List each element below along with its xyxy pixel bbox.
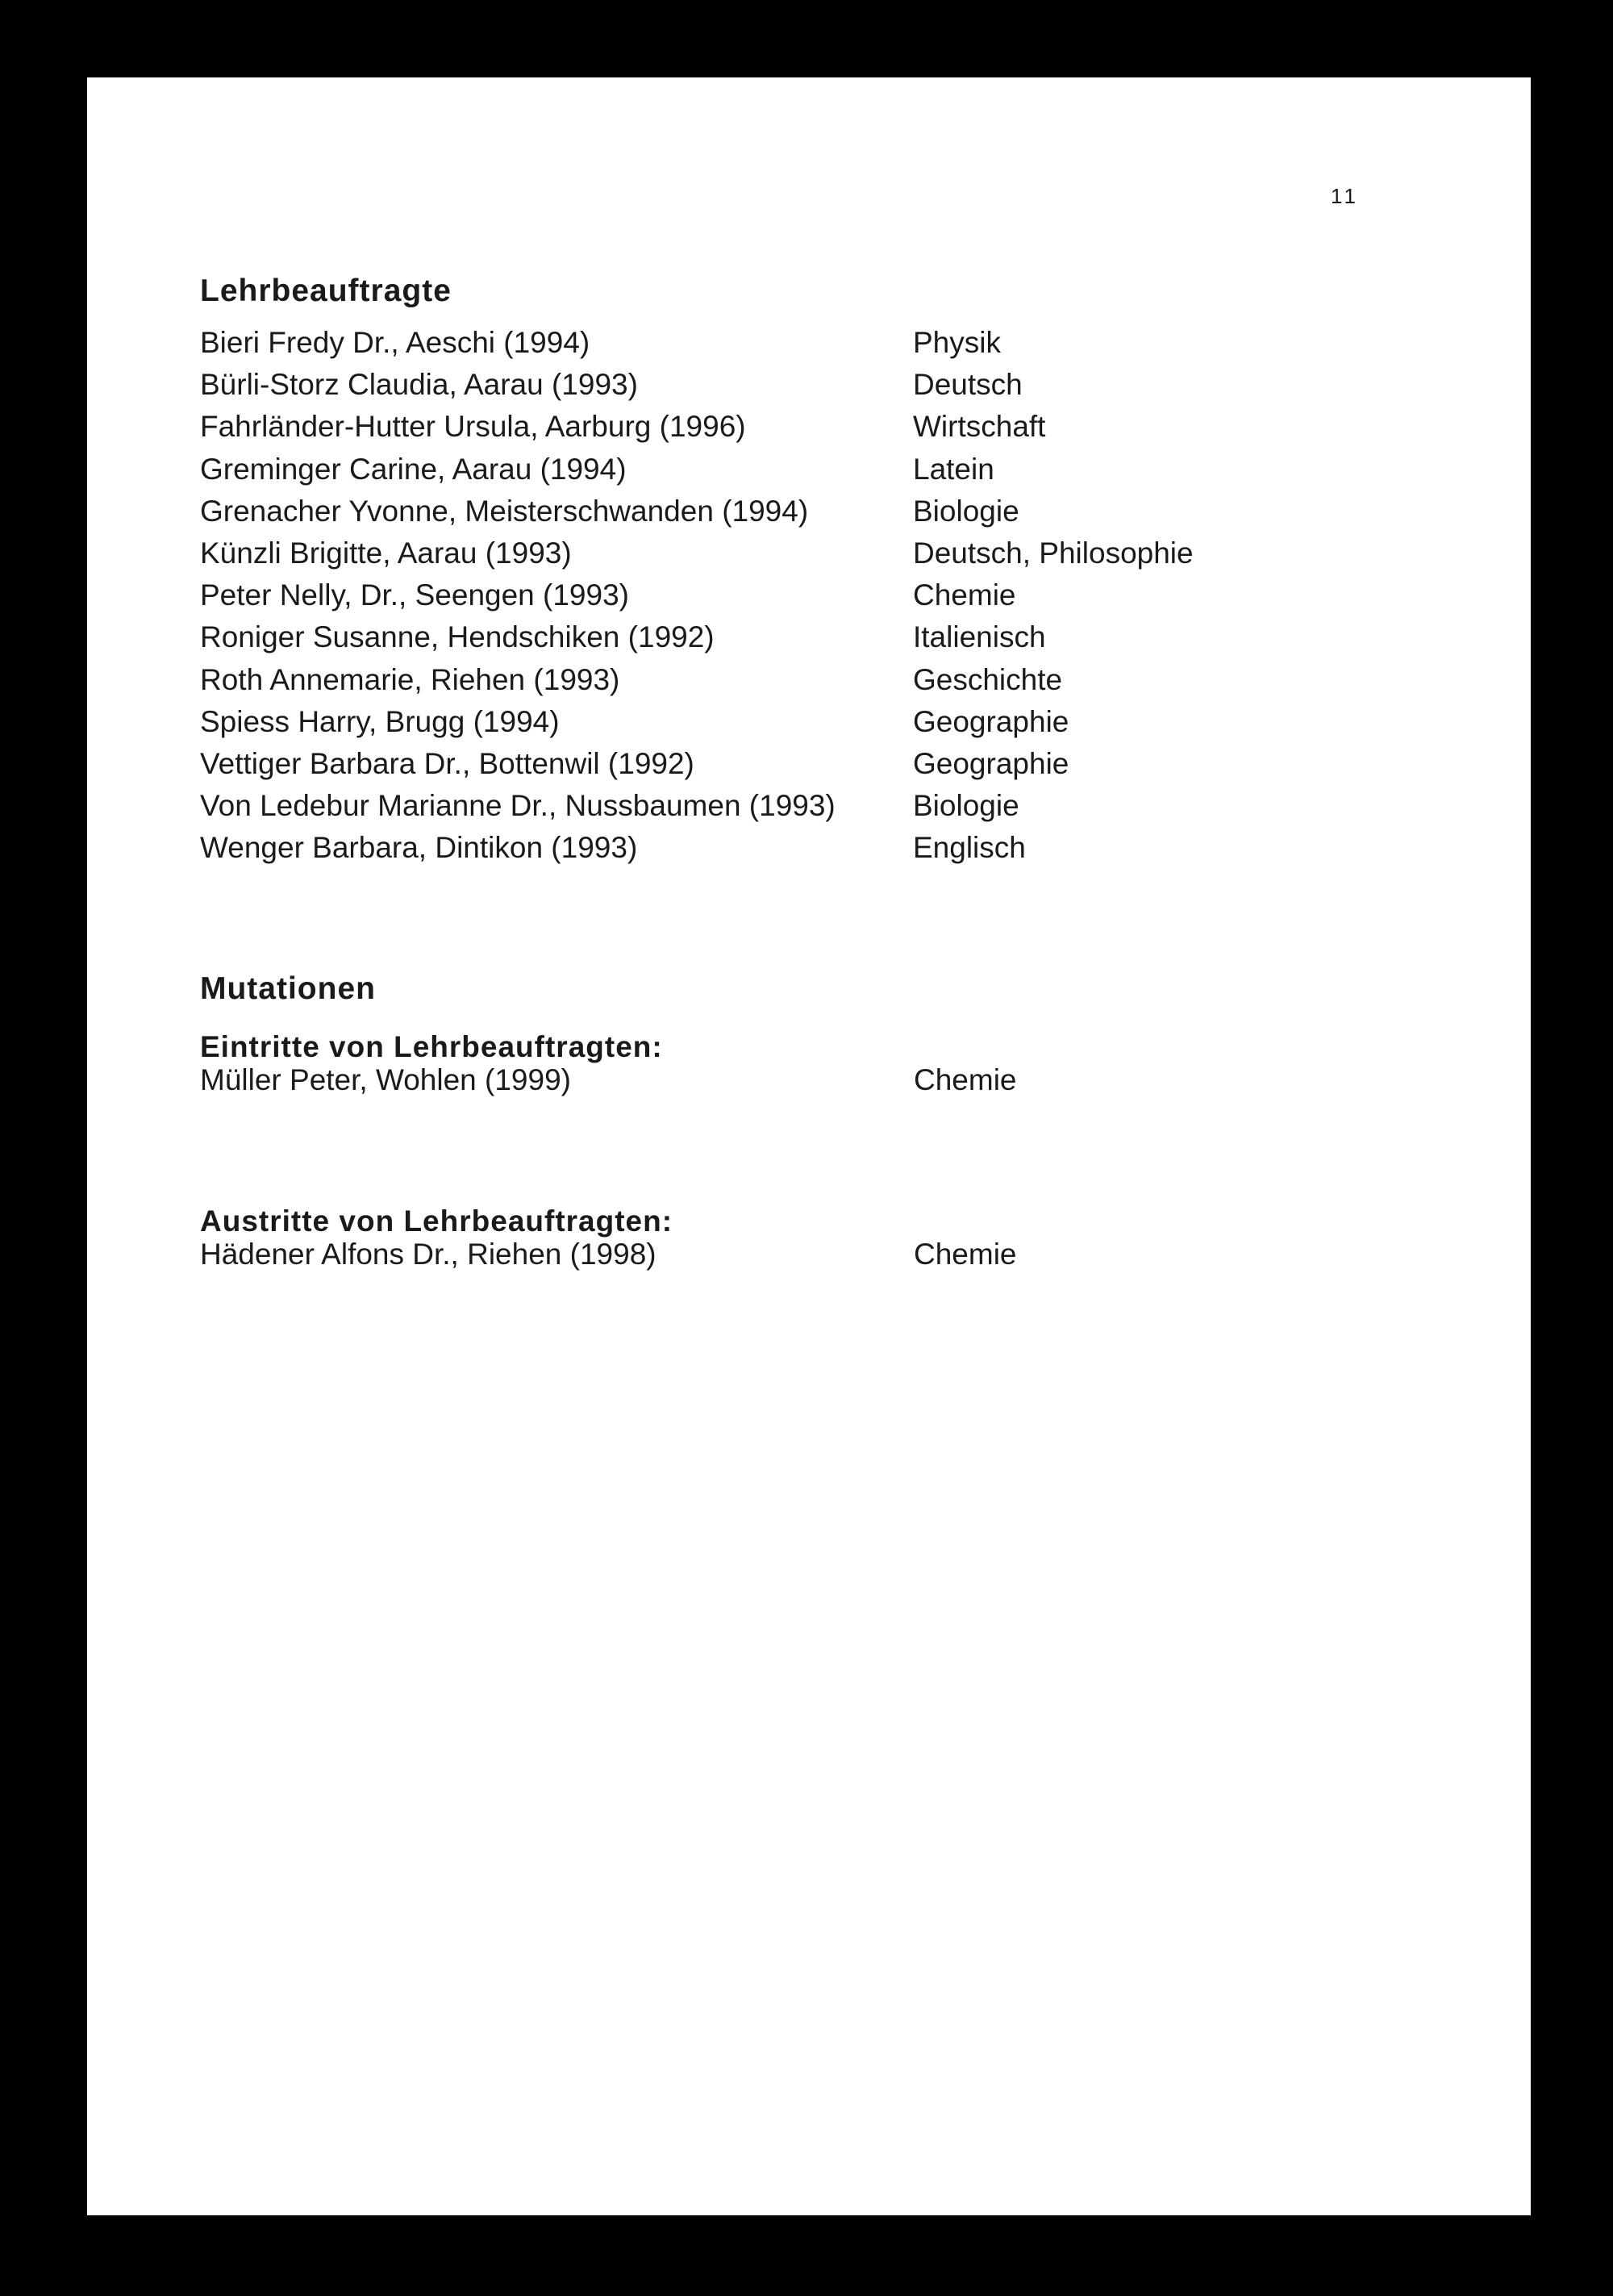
entry-name: Bieri Fredy Dr., Aeschi (1994): [200, 326, 590, 359]
mutationen-heading: Mutationen: [200, 971, 376, 1006]
entry-subject: Wirtschaft: [913, 410, 1046, 444]
entry-subject: Physik: [913, 326, 1001, 359]
entry-name: Wenger Barbara, Dintikon (1993): [200, 831, 638, 865]
entry-name: Roniger Susanne, Hendschiken (1992): [200, 620, 715, 654]
list-item: [200, 701, 1329, 743]
list-item: [200, 322, 1329, 364]
lehrbeauftragte-list: [200, 322, 1329, 869]
entry-name: Fahrländer-Hutter Ursula, Aarburg (1996): [200, 410, 746, 444]
list-item: [200, 449, 1329, 491]
list-item: [200, 574, 1329, 616]
entry-subject: Geographie: [913, 746, 1069, 780]
list-item: [200, 616, 1329, 658]
list-item: [200, 491, 1329, 532]
entry-name: Grenacher Yvonne, Meisterschwanden (1994): [200, 494, 809, 528]
entry-name: Von Ledebur Marianne Dr., Nussbaumen (1993): [200, 789, 836, 823]
page-number: 11: [1331, 184, 1359, 208]
entry-name: Spiess Harry, Brugg (1994): [200, 704, 560, 738]
entry-name: Müller Peter, Wohlen (1999): [200, 1063, 571, 1096]
document-page: [87, 77, 1531, 2215]
entry-subject: Biologie: [913, 789, 1019, 823]
entry-subject: Chemie: [914, 1063, 1017, 1096]
entry-subject: Chemie: [913, 578, 1016, 612]
eintritte-heading: Eintritte von Lehrbeauftragten:: [200, 1030, 663, 1063]
list-item: [200, 532, 1329, 574]
entry-name: Bürli-Storz Claudia, Aarau (1993): [200, 368, 638, 402]
entry-subject: Biologie: [913, 494, 1019, 528]
entry-subject: Geographie: [913, 704, 1069, 738]
entry-name: Künzli Brigitte, Aarau (1993): [200, 536, 572, 570]
entry-subject: Italienisch: [913, 620, 1046, 654]
entry-name: Vettiger Barbara Dr., Bottenwil (1992): [200, 746, 694, 780]
list-item: [200, 785, 1329, 827]
lehrbeauftragte-heading: Lehrbeauftragte: [200, 273, 452, 308]
entry-subject: Deutsch: [913, 368, 1023, 402]
entry-name: Hädener Alfons Dr., Riehen (1998): [200, 1238, 656, 1271]
entry-name: Greminger Carine, Aarau (1994): [200, 452, 627, 486]
austritte-heading: Austritte von Lehrbeauftragten:: [200, 1204, 673, 1238]
list-item: [200, 406, 1329, 448]
entry-subject: Englisch: [913, 831, 1026, 865]
list-item: [200, 827, 1329, 869]
list-item: [200, 743, 1329, 785]
entry-name: Peter Nelly, Dr., Seengen (1993): [200, 578, 629, 612]
entry-subject: Deutsch, Philosophie: [913, 536, 1194, 570]
entry-subject: Geschichte: [913, 662, 1063, 696]
entry-subject: Chemie: [914, 1238, 1017, 1271]
entry-name: Roth Annemarie, Riehen (1993): [200, 662, 620, 696]
entry-subject: Latein: [913, 452, 994, 486]
list-item: [200, 364, 1329, 406]
list-item: [200, 659, 1329, 701]
